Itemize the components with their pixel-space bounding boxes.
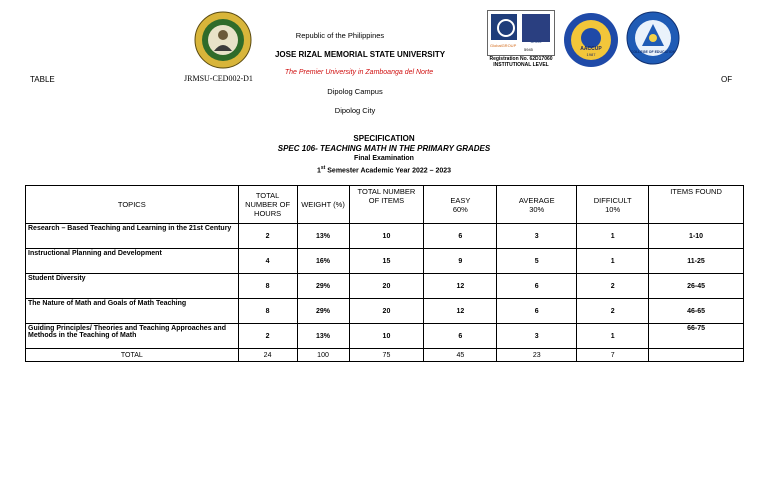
table-header-row xyxy=(26,186,744,224)
cell-weight: 29% xyxy=(297,274,349,299)
jrmsu-seal xyxy=(194,11,252,69)
institutional-level: INSTITUTIONAL LEVEL xyxy=(493,62,549,68)
title-course: SPEC 106- TEACHING MATH IN THE PRIMARY GRADES xyxy=(277,144,491,153)
header-average-line2: 30% xyxy=(529,204,545,214)
title-exam: Final Examination xyxy=(354,155,414,162)
cell-difficult: 1 xyxy=(577,249,649,274)
cell-weight: 13% xyxy=(297,224,349,249)
header-topics: TOPICS xyxy=(26,186,239,224)
header-weight: WEIGHT (%) xyxy=(297,186,349,224)
total-easy: 45 xyxy=(424,349,497,362)
university-tagline: The Premier University in Zamboanga del Norte xyxy=(284,69,434,76)
cell-easy: 6 xyxy=(424,324,497,349)
cell-average: 5 xyxy=(497,249,577,274)
total-label: TOTAL xyxy=(26,349,239,362)
total-weight: 100 xyxy=(297,349,349,362)
header-average xyxy=(497,186,577,224)
cell-found: 66-75 xyxy=(649,324,744,349)
cell-items: 10 xyxy=(349,324,424,349)
cell-difficult: 2 xyxy=(577,274,649,299)
cell-topic: Student Diversity xyxy=(26,274,239,299)
header-items xyxy=(349,186,424,224)
semester-number: 1 xyxy=(316,167,321,175)
total-difficult: 7 xyxy=(577,349,649,362)
total-items: 75 xyxy=(349,349,424,362)
cell-easy: 9 xyxy=(424,249,497,274)
header-difficult-line2: 10% xyxy=(605,204,621,214)
cell-items: 10 xyxy=(349,224,424,249)
cell-hours: 2 xyxy=(238,224,297,249)
cell-weight: 29% xyxy=(297,299,349,324)
cell-topic: Guiding Principles/ Theories and Teaching Approaches and Methods in the Teaching of Math xyxy=(26,324,239,349)
cell-found: 11-25 xyxy=(649,249,744,274)
header-hours-line3: HOURS xyxy=(254,209,282,218)
campus-text: Dipolog Campus xyxy=(327,87,383,96)
cell-hours: 8 xyxy=(238,274,297,299)
header-easy xyxy=(424,186,497,224)
registration-number: Registration No. 62D17060 xyxy=(489,56,553,62)
cell-topic: Research – Based Teaching and Learning in the 21st Century xyxy=(26,224,239,249)
header-average-line1: AVERAGE xyxy=(518,195,555,205)
iso-cert-logo xyxy=(487,10,555,56)
header-items-line1: TOTAL NUMBER xyxy=(357,187,416,196)
cell-found: 46-65 xyxy=(649,299,744,324)
header-items-line2: OF ITEMS xyxy=(368,196,405,205)
header-difficult xyxy=(577,186,649,224)
table-row xyxy=(26,224,744,249)
global-label: GlobalGROUP xyxy=(490,43,517,48)
education-label: COLLEGE OF EDUCATION xyxy=(630,50,676,54)
cell-easy: 6 xyxy=(424,224,497,249)
table-row xyxy=(26,299,744,324)
title-specification: SPECIFICATION xyxy=(353,134,415,143)
total-found xyxy=(649,349,744,362)
table-total-row xyxy=(26,349,744,362)
cell-average: 3 xyxy=(497,224,577,249)
header-difficult-line1: DIFFICULT xyxy=(593,195,632,205)
total-hours: 24 xyxy=(238,349,297,362)
cell-weight: 13% xyxy=(297,324,349,349)
cell-average: 6 xyxy=(497,274,577,299)
doc-code: JRMSU-CED002-D1 xyxy=(184,74,253,83)
title-semester xyxy=(0,165,768,174)
cell-hours: 4 xyxy=(238,249,297,274)
cell-found: 26-45 xyxy=(649,274,744,299)
city-text: Dipolog City xyxy=(334,106,376,115)
cell-difficult: 1 xyxy=(577,224,649,249)
cell-difficult: 2 xyxy=(577,299,649,324)
cell-topic: Instructional Planning and Development xyxy=(26,249,239,274)
college-of-education-seal xyxy=(626,10,680,66)
table-row xyxy=(26,274,744,299)
cell-hours: 8 xyxy=(238,299,297,324)
cell-topic: The Nature of Math and Goals of Math Teaching xyxy=(26,299,239,324)
aaccup-year: 1987 xyxy=(586,52,596,57)
header-items-found: ITEMS FOUND xyxy=(649,186,744,224)
header-hours xyxy=(238,186,297,224)
header-hours-line2: NUMBER OF xyxy=(245,200,291,209)
header-hours-line1: TOTAL xyxy=(255,191,280,200)
cell-hours: 2 xyxy=(238,324,297,349)
cell-average: 6 xyxy=(497,299,577,324)
cell-easy: 12 xyxy=(424,299,497,324)
cell-weight: 16% xyxy=(297,249,349,274)
header-easy-line2: 60% xyxy=(452,204,468,214)
cell-easy: 12 xyxy=(424,274,497,299)
aaccup-label: AACCUP xyxy=(580,46,602,52)
ukas-number: 5945 xyxy=(524,47,533,52)
cell-found: 1-10 xyxy=(649,224,744,249)
semester-rest: Semester Academic Year 2022 – 2023 xyxy=(325,167,452,175)
header-easy-line1: EASY xyxy=(450,195,471,205)
semester-suffix: st xyxy=(320,165,326,171)
total-average: 23 xyxy=(497,349,577,362)
aaccup-seal xyxy=(563,12,619,68)
table-left-label: TABLE xyxy=(30,75,55,84)
cell-items: 20 xyxy=(349,274,424,299)
cell-items: 20 xyxy=(349,299,424,324)
ukas-label: UKAS xyxy=(530,39,542,44)
cell-average: 3 xyxy=(497,324,577,349)
republic-text: Republic of the Philippines xyxy=(295,31,385,40)
tos-table xyxy=(25,185,744,362)
cell-items: 15 xyxy=(349,249,424,274)
of-right-label: OF xyxy=(721,75,733,84)
table-row xyxy=(26,324,744,349)
university-name: JOSE RIZAL MEMORIAL STATE UNIVERSITY xyxy=(274,50,446,59)
cell-difficult: 1 xyxy=(577,324,649,349)
table-row xyxy=(26,249,744,274)
